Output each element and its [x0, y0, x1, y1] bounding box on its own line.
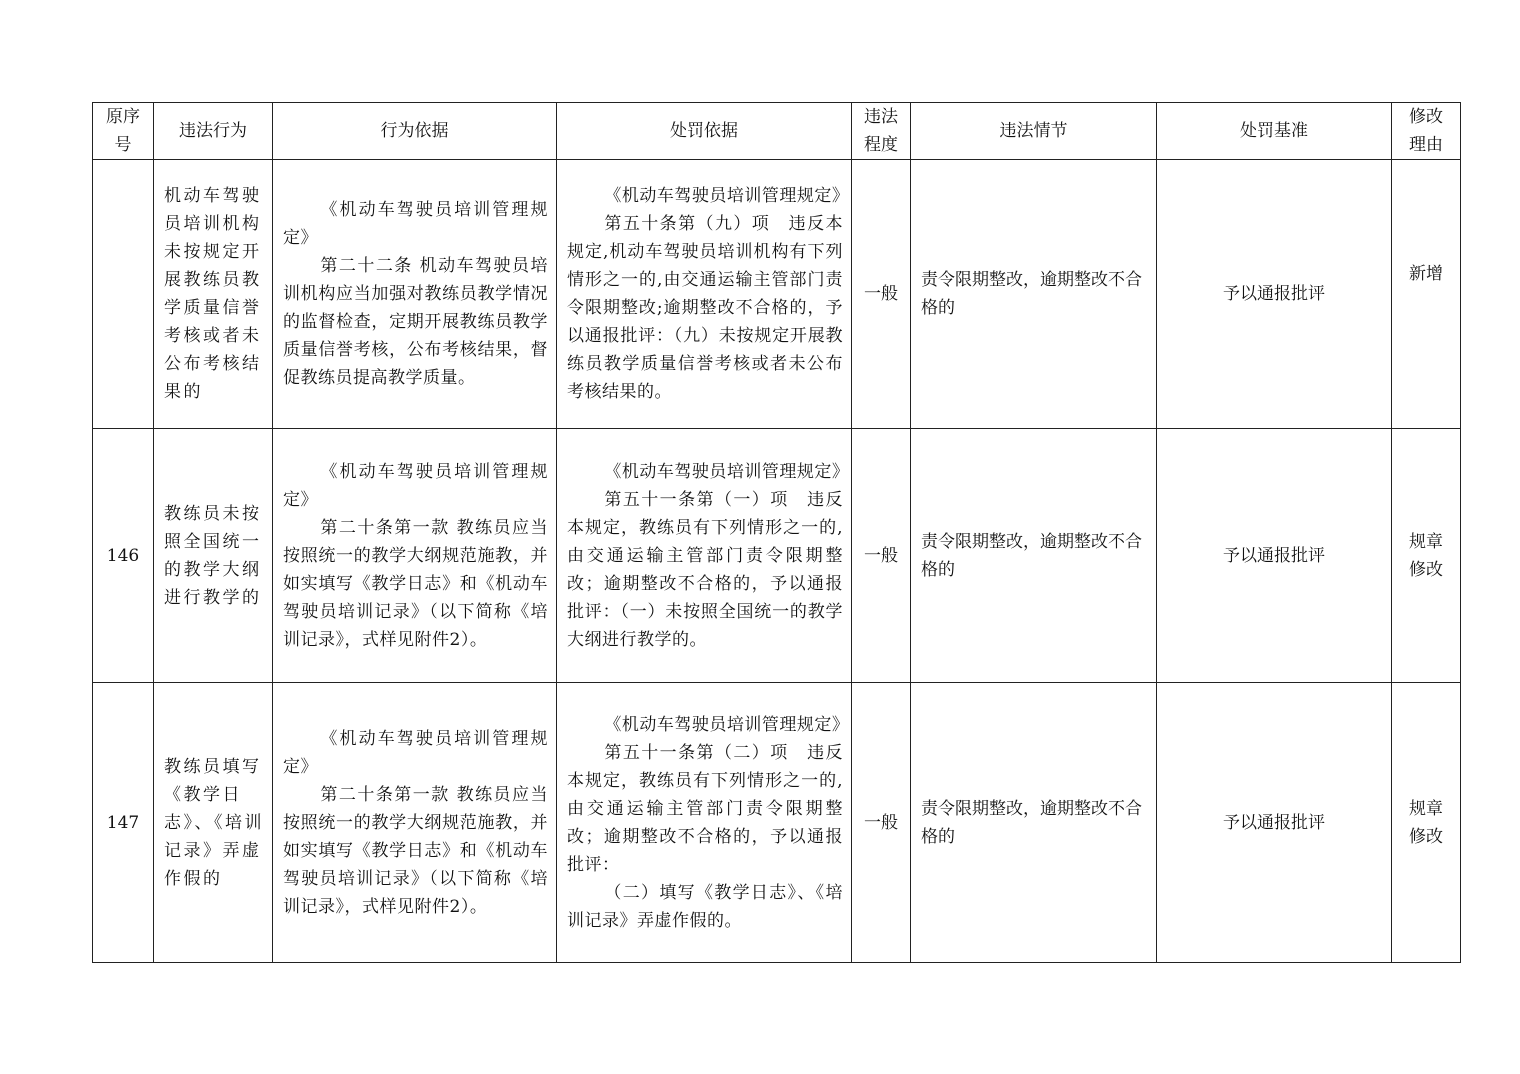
circumstance-cell: 责令限期整改，逾期整改不合格的 [911, 429, 1157, 683]
basis-cell [273, 429, 557, 683]
behavior-cell: 教练员填写《教学日志》、《培训记录》弄虚作假的 [154, 683, 273, 963]
basis-title: 《机动车驾驶员培训管理规定》 [283, 461, 548, 510]
basis-title: 《机动车驾驶员培训管理规定》 [283, 728, 548, 777]
table-row [93, 683, 1461, 963]
reason-cell: 规章修改 [1392, 429, 1461, 683]
header-behavior: 违法行为 [154, 103, 273, 160]
header-row [93, 103, 1461, 160]
basis-text: 第二十条第一款 教练员应当按照统一的教学大纲规范施教，并如实填写《教学日志》和《机动车驾驶员培训记录》（以下简称《培训记录》，式样见附件2）。 [283, 517, 548, 650]
header-seq: 原序号 [93, 103, 154, 160]
penalty-table [92, 102, 1461, 963]
standard-cell: 予以通报批评 [1157, 429, 1392, 683]
penalty-basis-text: 第五十一条第（二）项 违反本规定，教练员有下列情形之一的,由交通运输主管部门责令限期整改；逾期整改不合格的，予以通报批评： [567, 742, 843, 875]
basis-text: 第二十二条 机动车驾驶员培训机构应当加强对教练员教学情况的监督检查，定期开展教练员教学质量信誉考核，公布考核结果，督促教练员提高教学质量。 [283, 256, 548, 388]
penalty-basis-title: 《机动车驾驶员培训管理规定》 [604, 461, 850, 482]
circumstance-cell: 责令限期整改，逾期整改不合格的 [911, 160, 1157, 429]
header-degree: 违法程度 [852, 103, 911, 160]
standard-cell: 予以通报批评 [1157, 683, 1392, 963]
penalty-basis-item: （二）填写《教学日志》、《培训记录》弄虚作假的。 [567, 882, 843, 931]
penalty-basis-cell [557, 683, 852, 963]
header-basis: 行为依据 [273, 103, 557, 160]
basis-cell [273, 683, 557, 963]
table-row [93, 429, 1461, 683]
basis-title: 《机动车驾驶员培训管理规定》 [283, 200, 548, 248]
header-penalty-basis: 处罚依据 [557, 103, 852, 160]
reason-cell: 规章修改 [1392, 683, 1461, 963]
reason-cell: 新增 [1392, 160, 1461, 429]
penalty-basis-cell [557, 160, 852, 429]
penalty-basis-text: 第五十一条第（一）项 违反本规定，教练员有下列情形之一的,由交通运输主管部门责令限期整改；逾期整改不合格的，予以通报批评：（一）未按照全国统一的教学大纲进行教学的。 [567, 489, 843, 650]
basis-text: 第二十条第一款 教练员应当按照统一的教学大纲规范施教，并如实填写《教学日志》和《机动车驾驶员培训记录》（以下简称《培训记录》，式样见附件2）。 [283, 784, 548, 917]
table-row [93, 160, 1461, 429]
header-reason: 修改理由 [1392, 103, 1461, 160]
seq-cell [93, 160, 154, 429]
degree-cell: 一般 [852, 683, 911, 963]
degree-cell: 一般 [852, 429, 911, 683]
behavior-cell: 机动车驾驶员培训机构未按规定开展教练员教学质量信誉考核或者未公布考核结果的 [154, 160, 273, 429]
penalty-basis-text: 第五十条第（九）项 违反本规定,机动车驾驶员培训机构有下列情形之一的,由交通运输主管部门责令限期整改;逾期整改不合格的，予以通报批评：（九）未按规定开展教练员教学质量信誉考核或者未公布考核结果的。 [567, 214, 843, 402]
penalty-basis-title: 《机动车驾驶员培训管理规定》 [604, 714, 850, 735]
seq-cell: 147 [93, 683, 154, 963]
header-circumstance: 违法情节 [911, 103, 1157, 160]
seq-cell: 146 [93, 429, 154, 683]
basis-cell [273, 160, 557, 429]
circumstance-cell: 责令限期整改，逾期整改不合格的 [911, 683, 1157, 963]
standard-cell: 予以通报批评 [1157, 160, 1392, 429]
degree-cell: 一般 [852, 160, 911, 429]
header-standard: 处罚基准 [1157, 103, 1392, 160]
behavior-cell: 教练员未按照全国统一的教学大纲进行教学的 [154, 429, 273, 683]
penalty-basis-cell [557, 429, 852, 683]
penalty-basis-title: 《机动车驾驶员培训管理规定》 [604, 186, 850, 206]
